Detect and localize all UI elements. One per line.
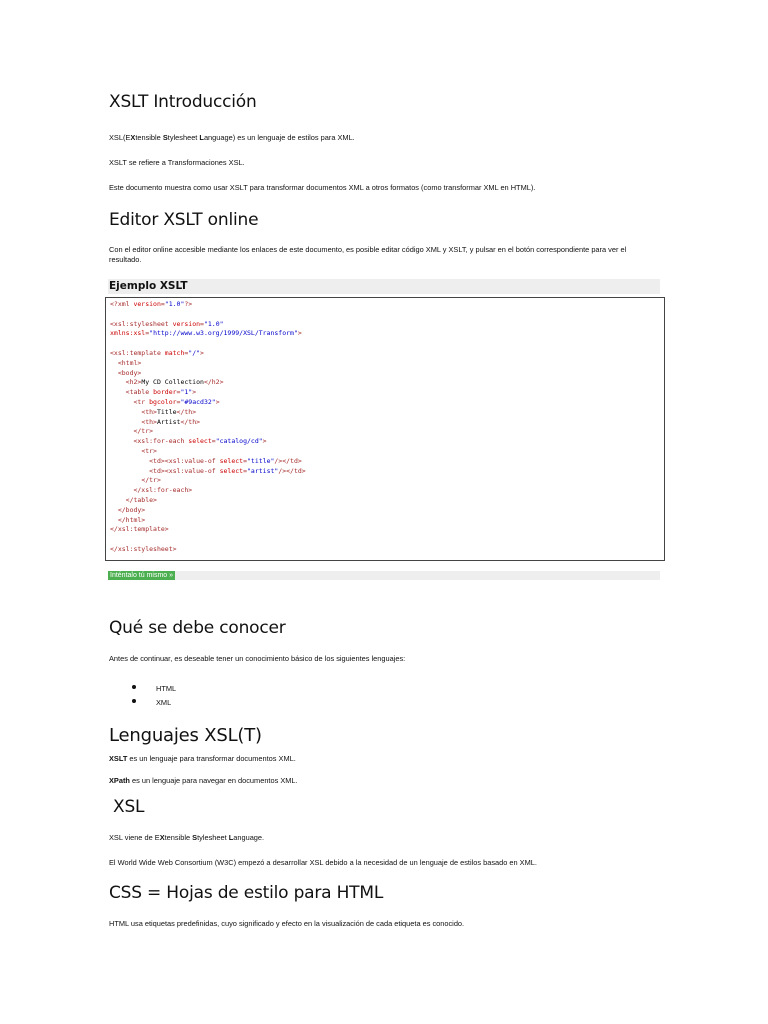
code-example-box [105, 297, 665, 561]
editor-title: Editor XSLT online [109, 210, 259, 230]
languages-title: Lenguajes XSL(T) [109, 725, 262, 746]
xslt-code-block [110, 300, 306, 555]
xsl-title: XSL [113, 797, 145, 817]
example-header [108, 279, 660, 294]
code-line: <xsl:stylesheet version="1.0" [110, 319, 224, 328]
css-title: CSS = Hojas de estilo para HTML [109, 883, 384, 903]
xsl-paragraph-1: XSL viene de EXtensible Stylesheet Language. [109, 833, 265, 842]
code-line: </table> [125, 495, 157, 504]
example-title: Ejemplo XSLT [109, 280, 188, 292]
intro-title: XSLT Introducción [109, 92, 257, 112]
xslt-definition: XSLT es un lenguaje para transformar documentos XML. [109, 754, 296, 763]
code-line: <xsl:for-each select="catalog/cd"> [133, 437, 267, 446]
try-it-bar [108, 571, 660, 580]
code-line: </xsl:for-each> [133, 486, 193, 495]
css-paragraph: HTML usa etiquetas predefinidas, cuyo significado y efecto en la visualización de cada etiqueta es conocido. [109, 919, 465, 928]
list-item-html: HTML [156, 684, 177, 693]
code-line: <body> [117, 368, 142, 377]
bullet-icon [132, 685, 136, 689]
code-line: <xsl:template match="/"> [110, 348, 204, 357]
code-line: </tr> [133, 427, 154, 436]
intro-paragraph-2: XSLT se refiere a Transformaciones XSL. [109, 158, 245, 167]
code-line: <tr bgcolor="#9acd32"> [133, 397, 220, 406]
xsl-paragraph-2: El World Wide Web Consortium (W3C) empezó a desarrollar XSL debido a la necesidad de un lenguaje de estilos basado en XML. [109, 858, 537, 867]
code-line: <td><xsl:value-of select="artist"/></td> [149, 466, 306, 475]
code-line: </tr> [141, 476, 161, 485]
code-line: <td><xsl:value-of select="title"/></td> [149, 456, 302, 465]
bullet-icon [132, 699, 136, 703]
know-title: Qué se debe conocer [109, 618, 286, 638]
xpath-definition: XPath es un lenguaje para navegar en documentos XML. [109, 776, 298, 785]
code-line: </html> [117, 515, 146, 524]
code-line: <?xml version="1.0"?> [110, 300, 193, 308]
code-line: <th>Artist</th> [141, 417, 201, 426]
code-line: <h2>My CD Collection</h2> [125, 378, 224, 387]
code-line: <html> [117, 358, 142, 367]
code-line: </xsl:stylesheet> [110, 544, 177, 553]
list-item-xml: XML [156, 698, 172, 707]
intro-paragraph-1: XSL(EXtensible Stylesheet Language) es un lenguaje de estilos para XML. [109, 133, 355, 142]
code-line: </body> [117, 505, 146, 514]
intro-paragraph-3: Este documento muestra como usar XSLT para transformar documentos XML a otros formatos (como transformar XML en HTML). [109, 183, 536, 192]
code-line: <table border="1"> [125, 388, 197, 397]
editor-paragraph: Con el editor online accesible mediante los enlaces de este documento, es posible editar código XML y XSLT, y pulsar en el botón correspondiente para ver el resultado. [109, 245, 627, 264]
know-paragraph: Antes de continuar, es deseable tener un conocimiento básico de los siguientes lenguajes: [109, 654, 406, 663]
try-it-yourself-button[interactable]: Inténtalo tú mismo » [110, 572, 174, 579]
code-line: <th>Title</th> [141, 407, 197, 416]
code-line: xmlns:xsl="http://www.w3.org/1999/XSL/Transform"> [110, 329, 302, 338]
code-line: </xsl:template> [110, 525, 169, 534]
code-line: <tr> [141, 446, 157, 455]
